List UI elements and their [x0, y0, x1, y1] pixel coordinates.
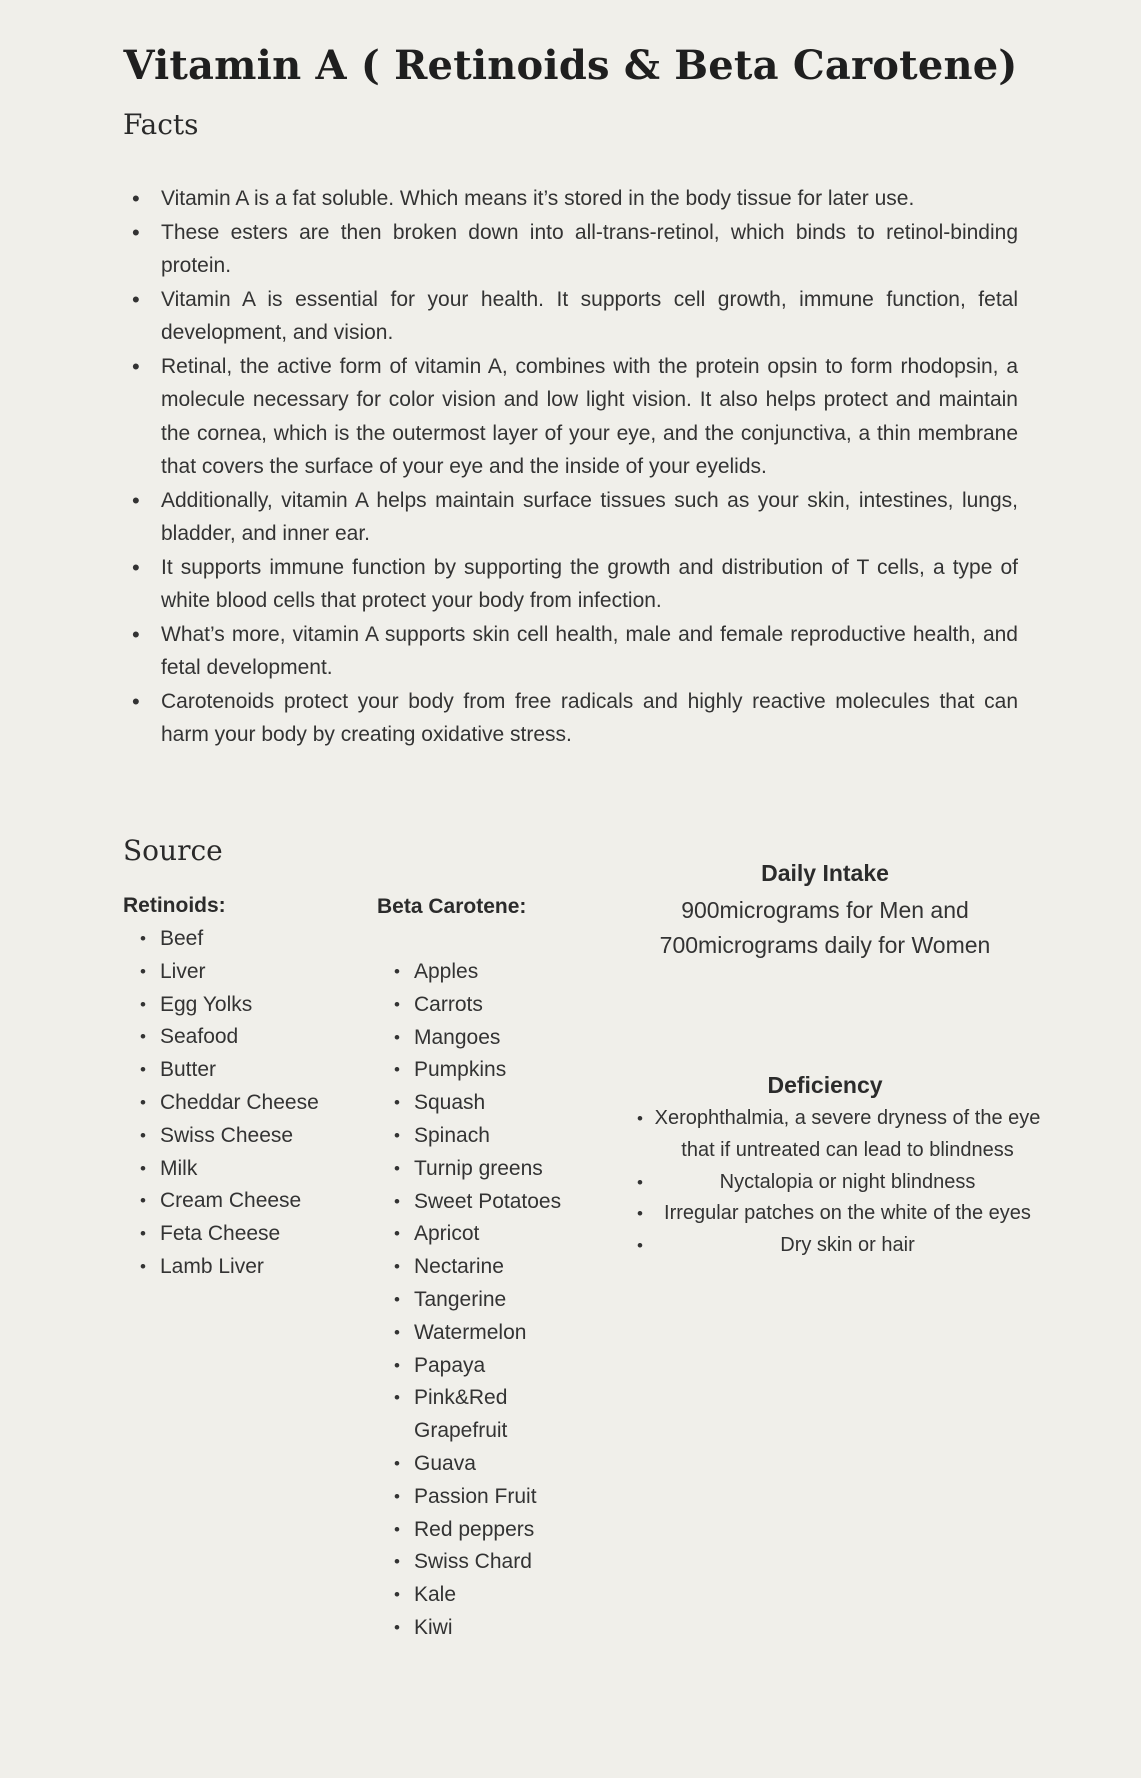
deficiency-heading: Deficiency: [767, 1072, 883, 1098]
list-item: • Nectarine: [414, 1251, 604, 1284]
fact-item: • It supports immune function by supporting the growth and distribution of T cells, a type of white blood cells that protect your body from infection.: [161, 551, 1018, 618]
list-item: • Seafood: [160, 1021, 380, 1054]
list-item: • Papaya: [414, 1350, 604, 1383]
facts-heading: Facts: [123, 108, 199, 141]
list-item: • Watermelon: [414, 1317, 604, 1350]
list-item: • Tangerine: [414, 1284, 604, 1317]
fact-item: • These esters are then broken down into all-trans-retinol, which binds to retinol-binding protein.: [161, 216, 1018, 283]
list-item: • Spinach: [414, 1120, 604, 1153]
list-item: • Beef: [160, 923, 380, 956]
source-heading: Source: [123, 834, 223, 867]
fact-item: • Retinal, the active form of vitamin A, combines with the protein opsin to form rhodopsin, a molecule necessary for color vision and low light vision. It also helps protect and maintain the cornea, which is the outermost layer of your eye, and the conjunctiva, a thin membrane that covers the surface of your eye and the inside of your eyelids.: [161, 350, 1018, 484]
deficiency-list: [640, 1103, 1045, 1262]
retinoids-list: [160, 923, 380, 1284]
fact-item: • Additionally, vitamin A helps maintain surface tissues such as your skin, intestines, lungs, bladder, and inner ear.: [161, 484, 1018, 551]
facts-list: [161, 182, 1018, 752]
fact-item: • What’s more, vitamin A supports skin cell health, male and female reproductive health, and fetal development.: [161, 618, 1018, 685]
fact-item: • Vitamin A is a fat soluble. Which means it’s stored in the body tissue for later use.: [161, 182, 1018, 216]
daily-intake-heading: Daily Intake: [761, 860, 889, 886]
list-item: • Apples: [414, 956, 604, 989]
list-item: • Mangoes: [414, 1022, 604, 1055]
fact-item: • Vitamin A is essential for your health. It supports cell growth, immune function, fetal development, and vision.: [161, 283, 1018, 350]
deficiency-item: • Irregular patches on the white of the eyes: [640, 1198, 1045, 1230]
list-item: • Guava: [414, 1448, 604, 1481]
list-item: • Cheddar Cheese: [160, 1087, 380, 1120]
list-item: • Lamb Liver: [160, 1251, 380, 1284]
beta-carotene-heading: Beta Carotene:: [377, 895, 527, 918]
daily-intake-line: 700micrograms daily for Women: [659, 932, 991, 958]
beta-carotene-list: [414, 956, 604, 1645]
list-item: • Apricot: [414, 1218, 604, 1251]
daily-intake-line: 900micrograms for Men and: [681, 897, 969, 923]
deficiency-item: • Dry skin or hair: [640, 1230, 1045, 1262]
list-item: • Turnip greens: [414, 1153, 604, 1186]
list-item: • Passion Fruit: [414, 1481, 604, 1514]
list-item: • Swiss Cheese: [160, 1120, 380, 1153]
list-item: • Cream Cheese: [160, 1185, 380, 1218]
fact-item: • Carotenoids protect your body from free radicals and highly reactive molecules that can harm your body by creating oxidative stress.: [161, 685, 1018, 752]
list-item: • Sweet Potatoes: [414, 1186, 604, 1219]
list-item: • Milk: [160, 1153, 380, 1186]
deficiency-item: • Nyctalopia or night blindness: [640, 1167, 1045, 1199]
list-item: • Pink&Red Grapefruit: [414, 1382, 604, 1448]
daily-intake-text: [620, 893, 1030, 963]
list-item: • Squash: [414, 1087, 604, 1120]
list-item: • Feta Cheese: [160, 1218, 380, 1251]
deficiency-item: • Xerophthalmia, a severe dryness of the eye that if untreated can lead to blindness: [640, 1103, 1045, 1167]
list-item: • Pumpkins: [414, 1054, 604, 1087]
list-item: • Carrots: [414, 989, 604, 1022]
list-item: • Kale: [414, 1579, 604, 1612]
retinoids-heading: Retinoids:: [123, 894, 226, 917]
page-title: Vitamin A ( Retinoids & Beta Carotene): [123, 42, 1018, 89]
list-item: • Red peppers: [414, 1514, 604, 1547]
list-item: • Liver: [160, 956, 380, 989]
list-item: • Egg Yolks: [160, 989, 380, 1022]
list-item: • Swiss Chard: [414, 1546, 604, 1579]
list-item: • Kiwi: [414, 1612, 604, 1645]
list-item: • Butter: [160, 1054, 380, 1087]
